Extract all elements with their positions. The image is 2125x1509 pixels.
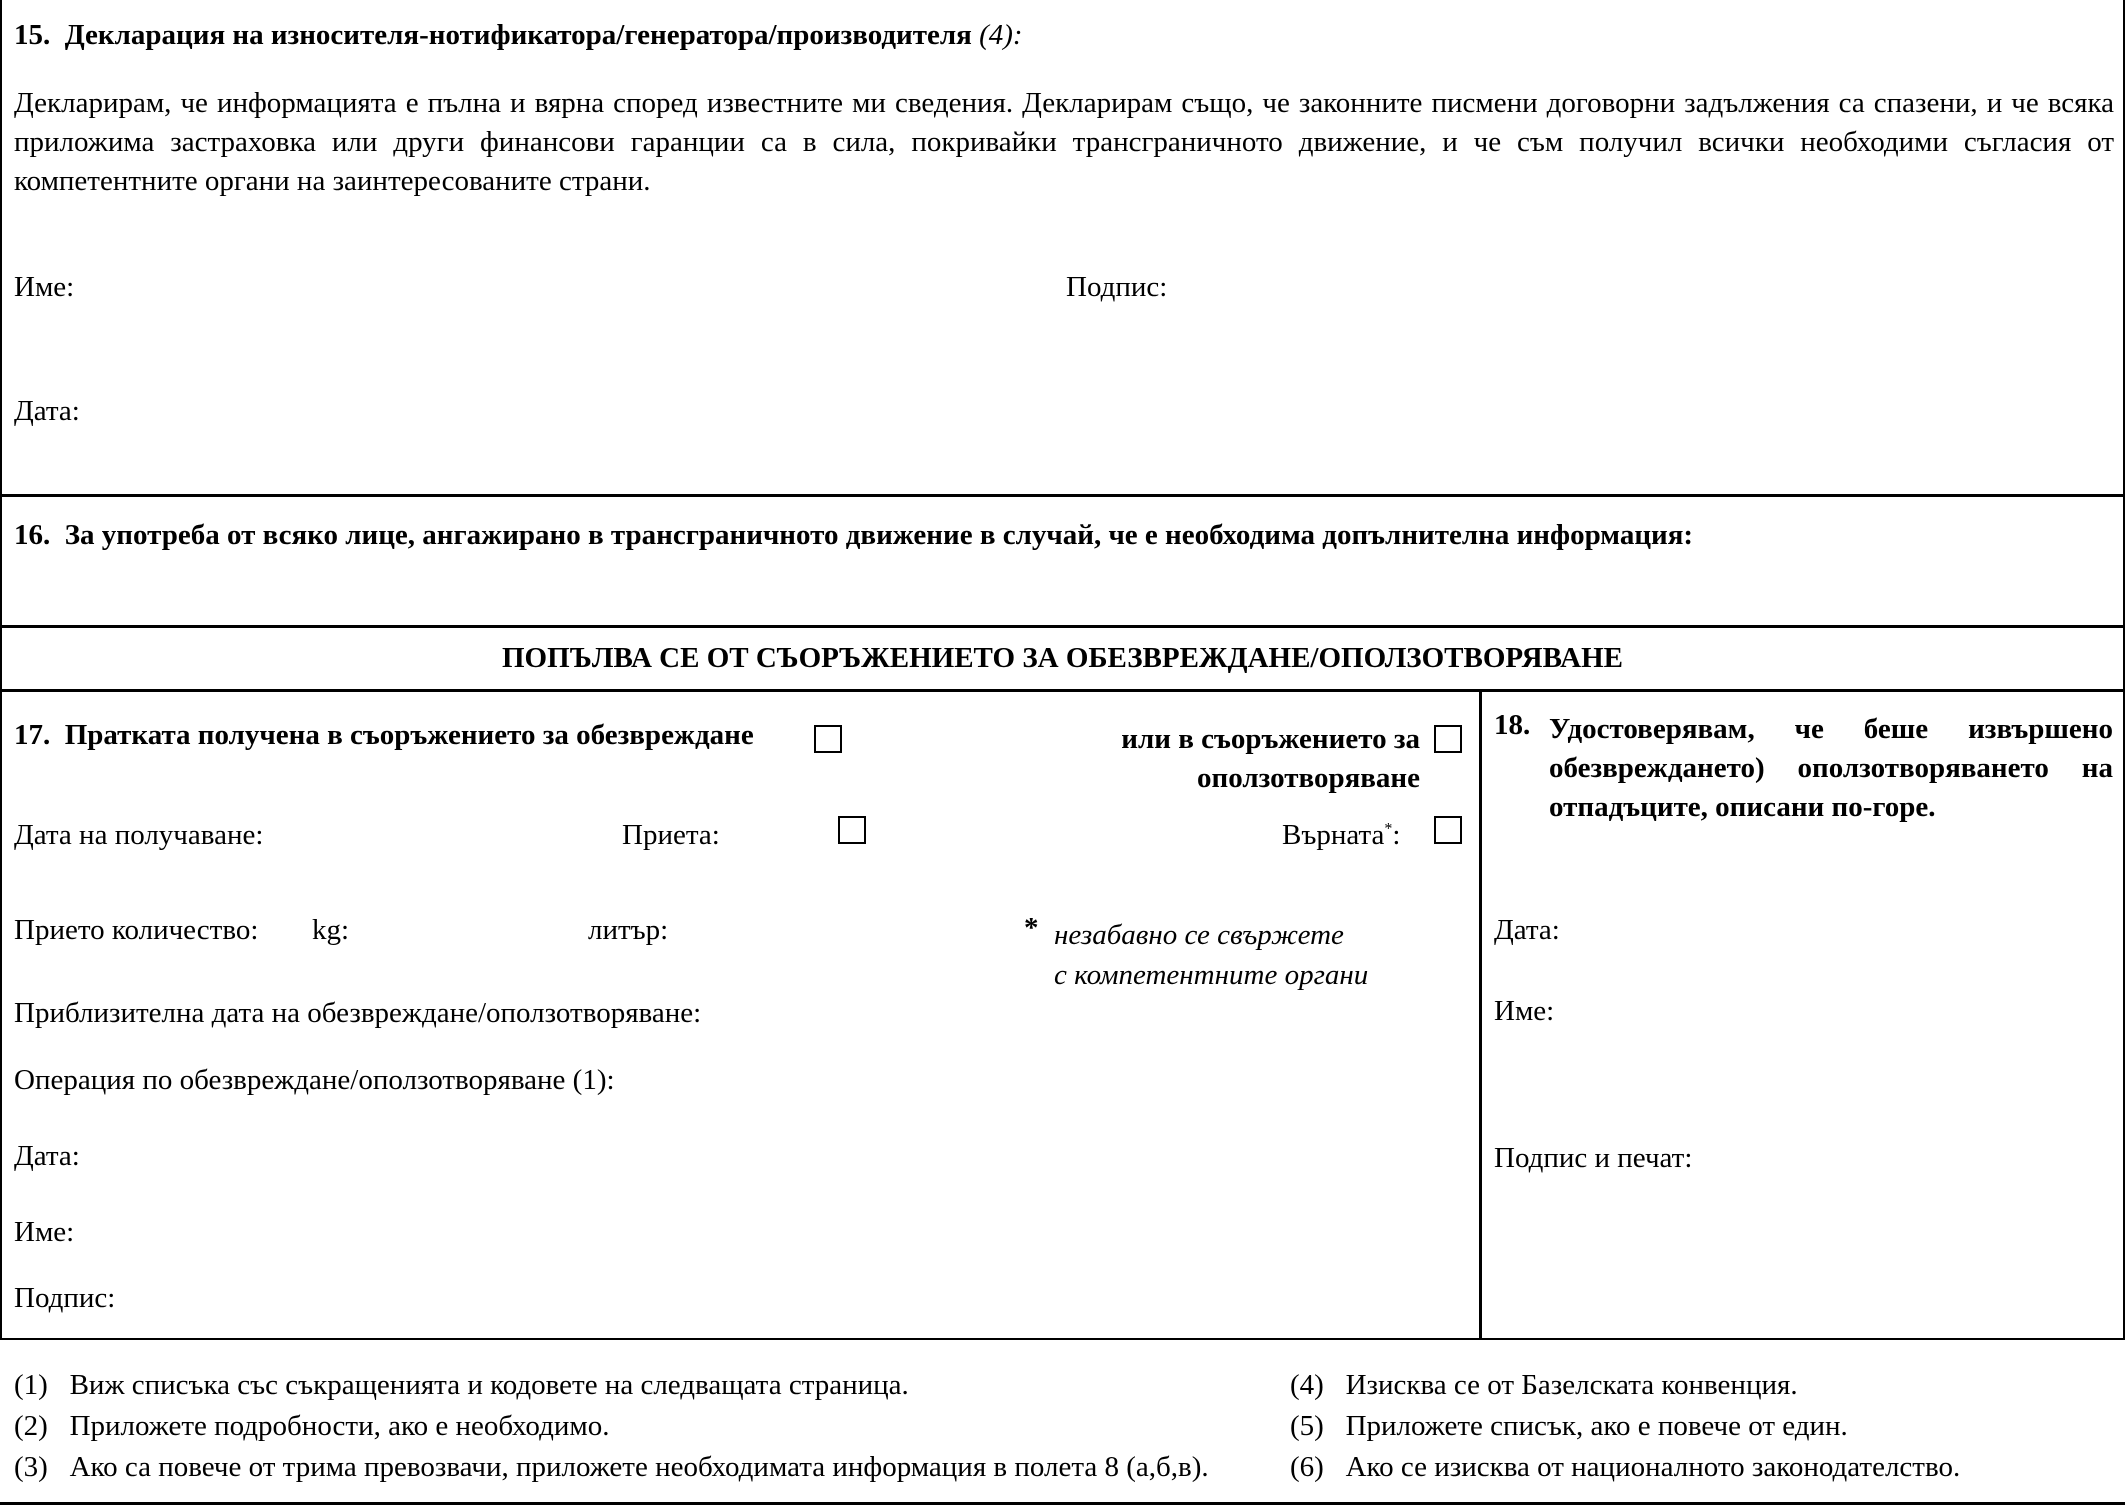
section-15-number: 15.	[14, 19, 51, 51]
section-18-number: 18.	[1494, 709, 1531, 741]
section-18-certification: Удостоверявам, че беше извършено обезвреждането) оползотворяването на отпадъците, описани по-горе.	[1549, 713, 2113, 823]
section-17-name-label: Име:	[14, 1216, 75, 1248]
footnote-6	[1290, 1452, 1960, 1484]
recovery-line-1: или в съоръжението за	[1121, 723, 1420, 755]
footnote-number: (5)	[1290, 1410, 1324, 1442]
footnote-4	[1290, 1370, 1798, 1402]
divider-16-banner	[0, 625, 2125, 628]
section-16-heading	[14, 520, 1693, 552]
section-17-heading	[14, 720, 754, 752]
footnote-text: Приложете списък, ако е повече от един.	[1345, 1410, 1848, 1442]
recovery-facility-checkbox[interactable]	[1434, 725, 1462, 753]
footnote-2	[14, 1411, 609, 1443]
footnote-number: (1)	[14, 1369, 48, 1401]
section-15-ref: (4):	[979, 19, 1023, 51]
footnote-number: (2)	[14, 1410, 48, 1442]
accepted-checkbox[interactable]	[838, 816, 866, 844]
receipt-date-label: Дата на получаване:	[14, 819, 264, 851]
note-line-1: незабавно се свържете	[1054, 919, 1344, 951]
section-16-number: 16.	[14, 519, 51, 551]
section-16-title: За употреба от всяко лице, ангажирано в трансграничното движение в случай, че е необходима допълнителна информация:	[64, 519, 1694, 551]
footnote-text: Приложете подробности, ако е необходимо.	[69, 1410, 610, 1442]
declarant-name-label: Име:	[14, 271, 75, 303]
declarant-signature-label: Подпис:	[1066, 271, 1168, 303]
divider-15-16	[0, 494, 2125, 497]
footnote-text: Виж списъка със съкращенията и кодовете на следващата страница.	[69, 1369, 909, 1401]
rejected-label: Върната	[1282, 819, 1385, 851]
footnote-number: (3)	[14, 1451, 48, 1483]
divider-17-18	[1479, 689, 1482, 1340]
note-line-2: с компетентните органи	[1054, 959, 1369, 991]
section-17-signature-label: Подпис:	[14, 1282, 116, 1314]
footnote-3	[14, 1452, 1209, 1484]
note-asterisk: *	[1024, 912, 1039, 944]
recovery-line-2: оползотворяване	[1197, 762, 1420, 794]
section-17-date-label: Дата:	[14, 1140, 80, 1172]
declaration-paragraph: Декларирам, че информацията е пълна и вярна според известните ми сведения. Декларирам също, че законните писмени договорни задължения са спазени, и че всяка приложима застраховка или други финансови гаранции са в сила, покривайки трансграничното движение, и че съм получил всички необходими съгласия от компетентните органи на заинтересованите страни.	[14, 87, 2114, 197]
section-15-title: Декларация на износителя-нотификатора/генератора/производителя	[64, 19, 972, 51]
section-17-number: 17.	[14, 719, 51, 751]
rejected-label-group	[1282, 820, 1400, 852]
footnote-5	[1290, 1411, 1848, 1443]
operation-label: Операция по обезвреждане/оползотворяване (1):	[14, 1064, 615, 1096]
sign-stamp-label: Подпис и печат:	[1494, 1142, 1693, 1174]
accepted-label: Приета:	[622, 819, 720, 851]
rejected-checkbox[interactable]	[1434, 816, 1462, 844]
approx-date-label: Приблизителна дата на обезвреждане/оползотворяване:	[14, 997, 702, 1029]
received-disposal-label: Пратката получена в съоръжението за обезвреждане	[64, 719, 754, 751]
litre-label: литър:	[588, 914, 669, 946]
footnote-text: Ако се изисква от националното законодателство.	[1345, 1451, 1961, 1483]
facility-banner: ПОПЪЛВА СЕ ОТ СЪОРЪЖЕНИЕТО ЗА ОБЕЗВРЕЖДАНЕ/ОПОЛЗОТВОРЯВАНЕ	[502, 642, 1623, 674]
section-15-heading	[14, 20, 1023, 52]
footnote-number: (4)	[1290, 1369, 1324, 1401]
footnote-number: (6)	[1290, 1451, 1324, 1483]
footnote-text: Ако са повече от трима превозвачи, приложете необходимата информация в полета 8 (а,б,в).	[69, 1451, 1209, 1483]
divider-banner-17	[0, 689, 2125, 692]
footnote-1	[14, 1370, 909, 1402]
footnote-text: Изисква се от Базелската конвенция.	[1345, 1369, 1798, 1401]
recovery-facility-label	[1000, 720, 1420, 798]
section-18-name-label: Име:	[1494, 995, 1555, 1027]
bottom-rule	[0, 1502, 2125, 1505]
kg-label: kg:	[312, 914, 350, 946]
section-18-date-label: Дата:	[1494, 914, 1560, 946]
contact-authorities-note	[1054, 915, 1368, 995]
rejected-asterisk: *	[1384, 820, 1393, 838]
rejected-colon: :	[1392, 819, 1401, 851]
quantity-label: Прието количество:	[14, 914, 259, 946]
declarant-date-label: Дата:	[14, 395, 80, 427]
disposal-facility-checkbox[interactable]	[814, 725, 842, 753]
